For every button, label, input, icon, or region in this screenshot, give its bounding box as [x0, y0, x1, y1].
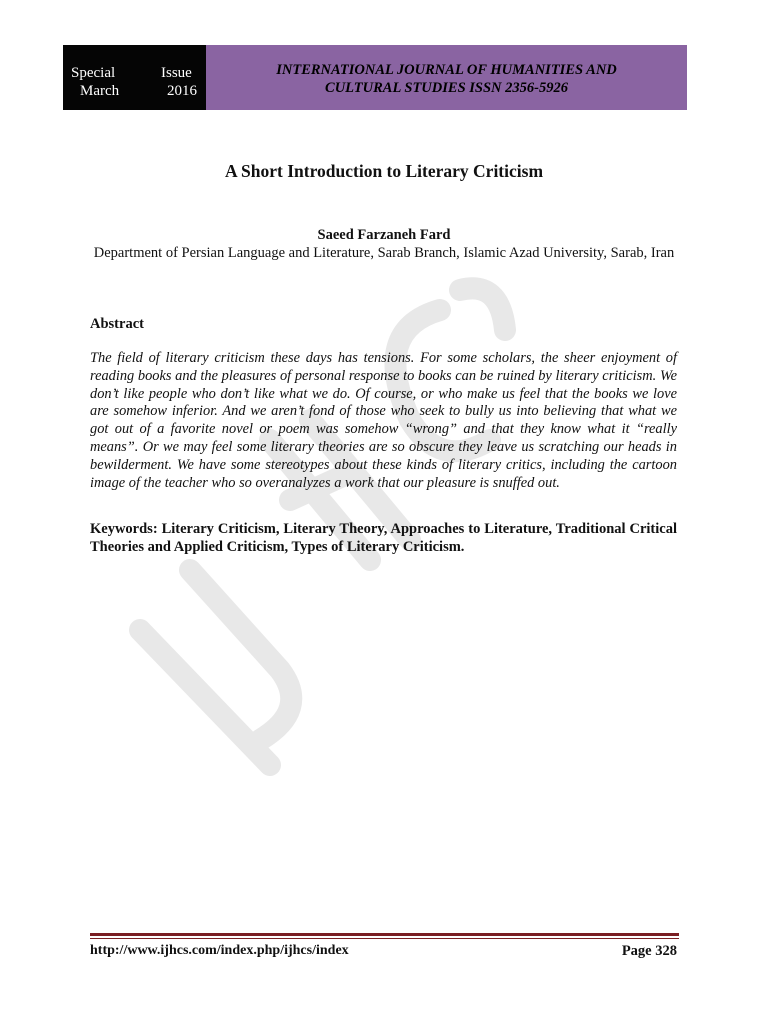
- abstract-heading: Abstract: [90, 316, 144, 332]
- issue-month: March: [80, 83, 120, 99]
- journal-title-box: [206, 45, 687, 110]
- author-name: Saeed Farzaneh Fard: [317, 227, 451, 243]
- author-affiliation: Department of Persian Language and Literature, Sarab Branch, Islamic Azad University, Sarab, Iran: [93, 245, 675, 261]
- special-label: Special: [71, 65, 116, 81]
- journal-title-line1: INTERNATIONAL JOURNAL OF HUMANITIES AND: [276, 62, 617, 78]
- issue-label: Issue: [161, 65, 192, 81]
- keywords: Keywords: Literary Criticism, Literary Theory, Approaches to Literature, Traditional Critical Theories and Applied Criticism, Types of Literary Criticism.: [90, 521, 677, 555]
- issue-year: 2016: [167, 83, 197, 99]
- paper-title: A Short Introduction to Literary Criticism: [224, 161, 544, 181]
- footer-rule: [90, 933, 679, 936]
- journal-header: [63, 45, 687, 110]
- abstract-text: The field of literary criticism these days has tensions. For some scholars, the sheer enjoyment of reading books and the pleasures of personal response to books can be ruined by literary criticism. We don’t like people who don’t like what we do. Of course, or who make us feel that the books we love are somehow inferior. And we aren’t fond of those who seek to bully us into believing that what we got out of a favorite novel or poem was somehow “wrong” and that they know what it “really means”. Or we may feel some literary theories are so obscure they leave us scratching our heads in bewilderment. We have some stereotypes about these kinds of literary critics, including the cartoon image of the teacher who so overanalyzes a work that our pleasure is snuffed out.: [90, 350, 677, 491]
- page-number: Page 328: [621, 943, 677, 959]
- journal-title-line2: CULTURAL STUDIES ISSN 2356-5926: [325, 80, 568, 96]
- footer-url-link[interactable]: http://www.ijhcs.com/index.php/ijhcs/index: [90, 943, 349, 958]
- footer-rule-thin: [90, 938, 679, 939]
- issue-box: [63, 45, 206, 110]
